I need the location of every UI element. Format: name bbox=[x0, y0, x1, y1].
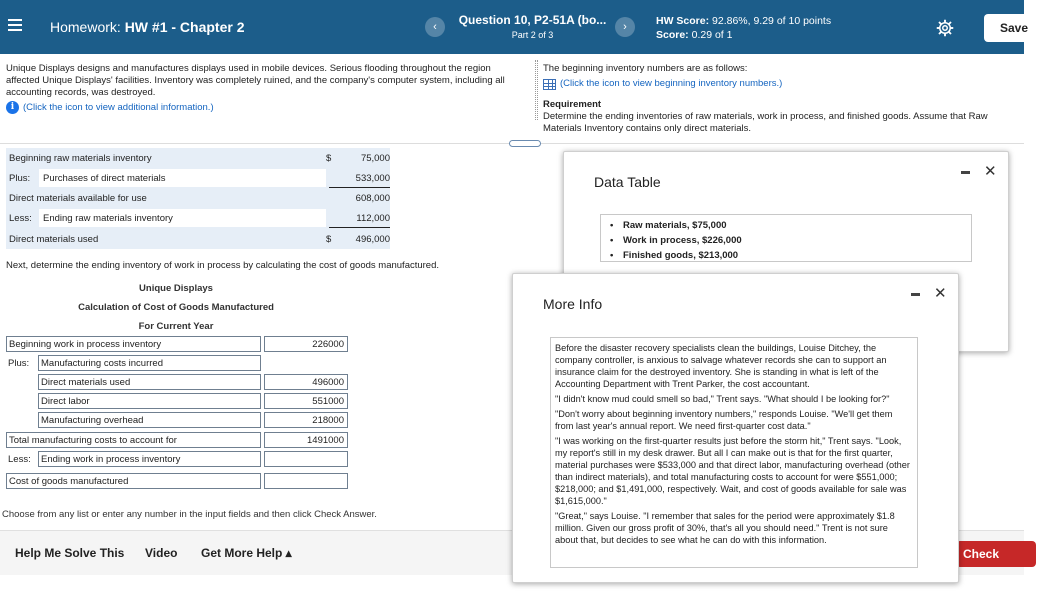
row-value: 75,000 bbox=[360, 153, 390, 164]
list-item: • Work in process, $226,000 bbox=[623, 233, 971, 248]
problem-text: Unique Displays designs and manufactures displays used in mobile devices. Serious flooding throughout the region affected Unique Displays' facilities. Inventory was completely ruined, and the company's computer system, including all accounting records, was destroyed. bbox=[6, 63, 505, 98]
more-info-text bbox=[550, 337, 918, 568]
label-select[interactable]: Ending work in process inventory bbox=[38, 451, 261, 467]
question-info[interactable] bbox=[450, 13, 615, 40]
table-row bbox=[6, 148, 390, 168]
question-title: Question 10, P2-51A (bo... bbox=[458, 13, 607, 27]
amount-input[interactable]: 496000 bbox=[264, 374, 348, 390]
direct-materials-table bbox=[6, 148, 390, 249]
inventory-table-link[interactable] bbox=[543, 78, 1024, 90]
row-value: 608,000 bbox=[355, 193, 390, 204]
row-prefix: Plus: bbox=[8, 358, 30, 369]
close-icon[interactable]: ✕ bbox=[984, 163, 997, 180]
pane-resize-handle[interactable] bbox=[509, 140, 541, 147]
homework-name: HW #1 - Chapter 2 bbox=[124, 19, 245, 35]
check-answer-button[interactable]: Check Answer bbox=[956, 541, 1036, 567]
cogm-title: Calculation of Cost of Goods Manufactured bbox=[78, 302, 274, 313]
more-info-title: More Info bbox=[543, 296, 603, 312]
table-row bbox=[6, 168, 390, 188]
right-instructions bbox=[543, 63, 1024, 135]
choose-instruction: Choose from any list or enter any number in the input fields and then click Check Answer. bbox=[2, 509, 377, 520]
score-value: 0.29 of 1 bbox=[691, 29, 733, 41]
paragraph: "Don't worry about beginning inventory numbers," responds Louise. "We'll get them from last year's annual report. We need first-quarter cost data." bbox=[555, 409, 893, 431]
list-item: • Raw materials, $75,000 bbox=[623, 218, 971, 233]
label-select[interactable]: Beginning work in process inventory bbox=[6, 336, 261, 352]
video-button[interactable]: Video bbox=[145, 546, 178, 560]
score-label: Score: bbox=[656, 29, 689, 41]
amount-input[interactable] bbox=[264, 473, 348, 489]
label-select[interactable]: Total manufacturing costs to account for bbox=[6, 432, 261, 448]
previous-question-button[interactable]: ‹ bbox=[425, 17, 445, 37]
menu-icon[interactable] bbox=[8, 19, 22, 33]
row-label: Purchases of direct materials bbox=[43, 173, 166, 184]
label-select[interactable]: Manufacturing overhead bbox=[38, 412, 261, 428]
hw-score-label: HW Score: bbox=[656, 15, 710, 27]
close-icon[interactable]: ✕ bbox=[934, 285, 947, 302]
row-value: 496,000 bbox=[355, 234, 390, 245]
question-part: Part 2 of 3 bbox=[511, 30, 554, 40]
table-row bbox=[6, 412, 342, 429]
requirement-title: Requirement bbox=[543, 99, 602, 110]
minimize-icon[interactable] bbox=[911, 293, 920, 296]
row-prefix: Less: bbox=[8, 454, 31, 465]
table-row bbox=[6, 451, 342, 468]
table-row bbox=[6, 473, 342, 490]
additional-info-text[interactable]: (Click the icon to view additional information.) bbox=[23, 101, 214, 113]
next-question-button[interactable]: › bbox=[615, 17, 635, 37]
cogm-period: For Current Year bbox=[138, 321, 214, 332]
more-help-button[interactable]: Get More Help ▴ bbox=[201, 546, 292, 560]
label-select[interactable]: Manufacturing costs incurred bbox=[38, 355, 261, 371]
amount-input[interactable]: 226000 bbox=[264, 336, 348, 352]
table-row bbox=[6, 336, 342, 353]
row-label: Direct materials available for use bbox=[9, 193, 147, 204]
score-panel bbox=[656, 14, 831, 42]
additional-info-link[interactable] bbox=[6, 101, 521, 114]
table-row bbox=[6, 393, 342, 410]
row-prefix: Less: bbox=[9, 213, 32, 224]
amount-input[interactable]: 218000 bbox=[264, 412, 348, 428]
cogm-company: Unique Displays bbox=[139, 283, 213, 294]
gear-icon[interactable] bbox=[936, 19, 954, 37]
requirement-text: Determine the ending inventories of raw materials, work in process, and finished goods. Assume that Raw Materials Inventory contains only direct materials. bbox=[543, 111, 988, 134]
data-table-title: Data Table bbox=[594, 174, 661, 190]
list-item: • Finished goods, $213,000 bbox=[623, 248, 971, 263]
table-row bbox=[6, 374, 342, 391]
table-row bbox=[6, 229, 390, 249]
minimize-icon[interactable] bbox=[961, 171, 970, 174]
next-instruction: Next, determine the ending inventory of work in process by calculating the cost of goods manufactured. bbox=[6, 260, 440, 271]
label-select[interactable]: Direct labor bbox=[38, 393, 261, 409]
row-label: Beginning raw materials inventory bbox=[9, 153, 152, 164]
table-row bbox=[6, 208, 390, 228]
table-row bbox=[6, 188, 390, 208]
row-label: Direct materials used bbox=[9, 234, 99, 245]
homework-prefix: Homework: bbox=[50, 19, 121, 35]
help-me-solve-button[interactable]: Help Me Solve This bbox=[15, 546, 125, 560]
more-info-popup bbox=[512, 273, 959, 583]
info-icon[interactable]: i bbox=[6, 101, 19, 114]
inventory-table-link-text[interactable]: (Click the icon to view beginning inventory numbers.) bbox=[560, 78, 783, 89]
row-value: 533,000 bbox=[355, 173, 390, 184]
paragraph: "I didn't know mud could smell so bad," Trent says. "What should I be looking for?" bbox=[555, 394, 890, 404]
inventory-intro: The beginning inventory numbers are as follows: bbox=[543, 63, 748, 74]
table-row bbox=[6, 432, 342, 449]
table-row bbox=[6, 355, 342, 372]
paragraph: "I was working on the first-quarter results just before the storm hit," Trent says. "Look, my report's still in my desk drawer. But all I can make out is that for the first quarter, material purchases were $533,000 and that direct labor, manufacturing overhead (other than indirect materials), and total manufacturing costs to account for were $551,000; $218,000; and $1,491,000, respectively. Wait, and cost of goods available for sale was $1,615,000." bbox=[555, 436, 910, 506]
pane-splitter-vertical[interactable] bbox=[535, 60, 538, 120]
currency-sign: $ bbox=[326, 153, 332, 164]
problem-statement bbox=[6, 63, 521, 114]
label-select[interactable]: Cost of goods manufactured bbox=[6, 473, 261, 489]
amount-input[interactable] bbox=[264, 451, 348, 467]
paragraph: Before the disaster recovery specialists clean the buildings, Louise Ditchey, the company controller, is anxious to salvage whatever records she can to support an insurance claim for the destroyed inventory. She is standing in what is left of the Accounting Department with Trent Parker, the cost accountant. bbox=[555, 343, 887, 389]
homework-title[interactable] bbox=[50, 19, 245, 35]
currency-sign: $ bbox=[326, 234, 332, 245]
underline bbox=[329, 227, 390, 228]
amount-input[interactable]: 551000 bbox=[264, 393, 348, 409]
save-button[interactable]: Save bbox=[984, 14, 1044, 42]
row-value: 112,000 bbox=[356, 213, 390, 224]
label-select[interactable]: Direct materials used bbox=[38, 374, 261, 390]
row-label: Ending raw materials inventory bbox=[43, 213, 173, 224]
paragraph: "Great," says Louise. "I remember that sales for the period were approximately $1.8 million. Given our gross profit of 30%, that's all you should need." Trent is not sure about that, but decides to see what he can do with this information. bbox=[555, 511, 895, 545]
hw-score-value: 92.86%, 9.29 of 10 points bbox=[712, 15, 832, 27]
beginning-inventory-list bbox=[600, 214, 972, 262]
top-bar bbox=[0, 0, 1029, 54]
table-icon[interactable] bbox=[543, 79, 556, 90]
amount-input[interactable]: 1491000 bbox=[264, 432, 348, 448]
row-prefix: Plus: bbox=[9, 173, 31, 184]
